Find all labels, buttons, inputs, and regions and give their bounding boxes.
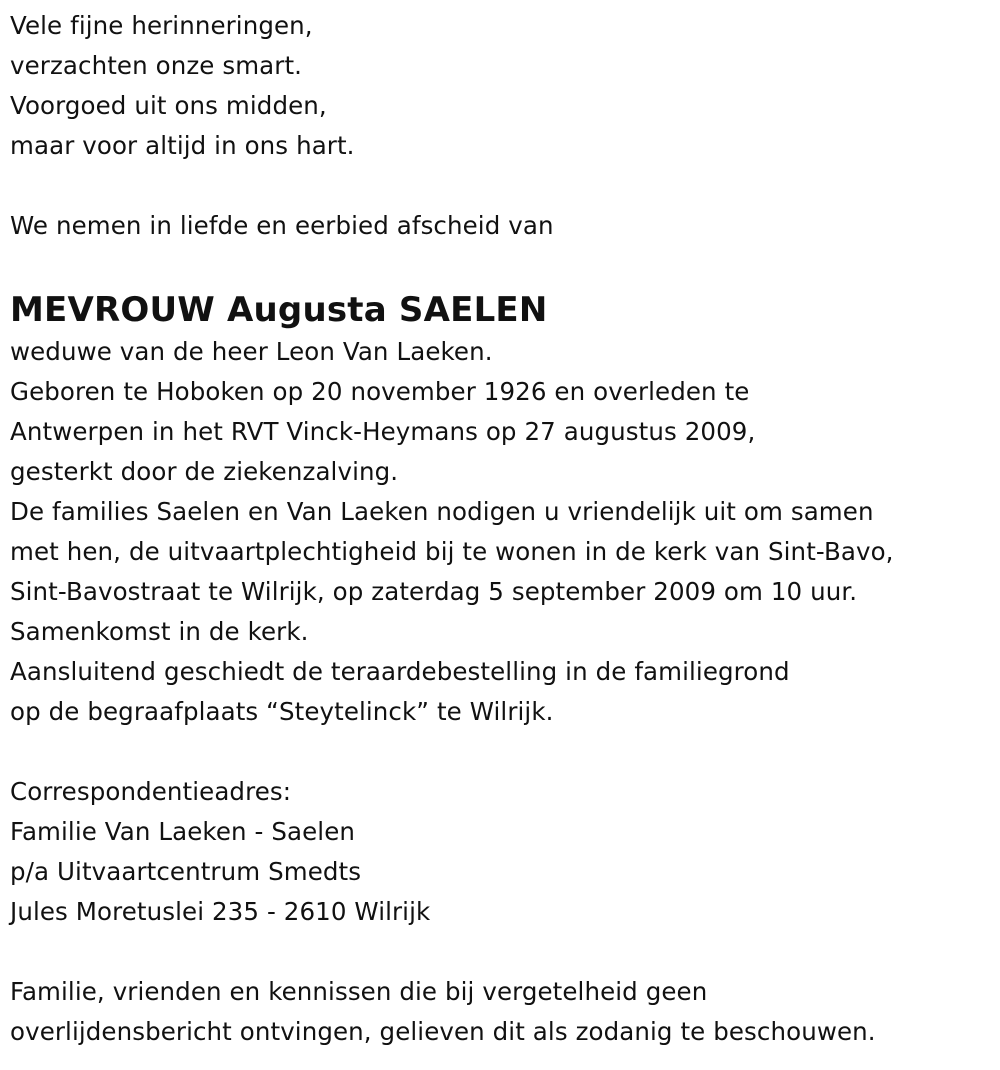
details-line: Antwerpen in het RVT Vinck-Heymans op 27 augustus 2009, (10, 417, 756, 446)
details-line: Sint-Bavostraat te Wilrijk, op zaterdag 5 september 2009 om 10 uur. (10, 577, 858, 606)
address-line: p/a Uitvaartcentrum Smedts (10, 857, 362, 886)
details-line: gesterkt door de ziekenzalving. (10, 457, 399, 486)
details (10, 332, 990, 732)
details-line: Geboren te Hoboken op 20 november 1926 en overleden te (10, 377, 750, 406)
correspondence-heading: Correspondentieadres: (10, 777, 292, 806)
poem (10, 6, 990, 166)
details-line: met hen, de uitvaartplechtigheid bij te wonen in de kerk van Sint-Bavo, (10, 537, 894, 566)
details-line: Aansluitend geschiedt de teraardebestelling in de familiegrond (10, 657, 790, 686)
closing-line: Familie, vrienden en kennissen die bij vergetelheid geen (10, 977, 708, 1006)
poem-line: Voorgoed uit ons midden, (10, 91, 327, 120)
death-notice (10, 6, 990, 1052)
correspondence-address (10, 772, 990, 932)
spacer (10, 166, 990, 206)
closing-line: overlijdensbericht ontvingen, gelieven dit als zodanig te beschouwen. (10, 1017, 876, 1046)
poem-line: verzachten onze smart. (10, 51, 303, 80)
details-line: weduwe van de heer Leon Van Laeken. (10, 337, 493, 366)
address-line: Familie Van Laeken - Saelen (10, 817, 356, 846)
details-line: De families Saelen en Van Laeken nodigen u vriendelijk uit om samen (10, 497, 874, 526)
spacer (10, 246, 990, 288)
intro-text: We nemen in liefde en eerbied afscheid van (10, 211, 554, 240)
poem-line: Vele fijne herinneringen, (10, 11, 313, 40)
poem-line: maar voor altijd in ons hart. (10, 131, 355, 160)
deceased-name: MEVROUW Augusta SAELEN (10, 290, 548, 330)
spacer (10, 932, 990, 972)
details-line: Samenkomst in de kerk. (10, 617, 309, 646)
spacer (10, 732, 990, 772)
details-line: op de begraafplaats “Steytelinck” te Wilrijk. (10, 697, 554, 726)
address-line: Jules Moretuslei 235 - 2610 Wilrijk (10, 897, 431, 926)
closing-note (10, 972, 990, 1052)
